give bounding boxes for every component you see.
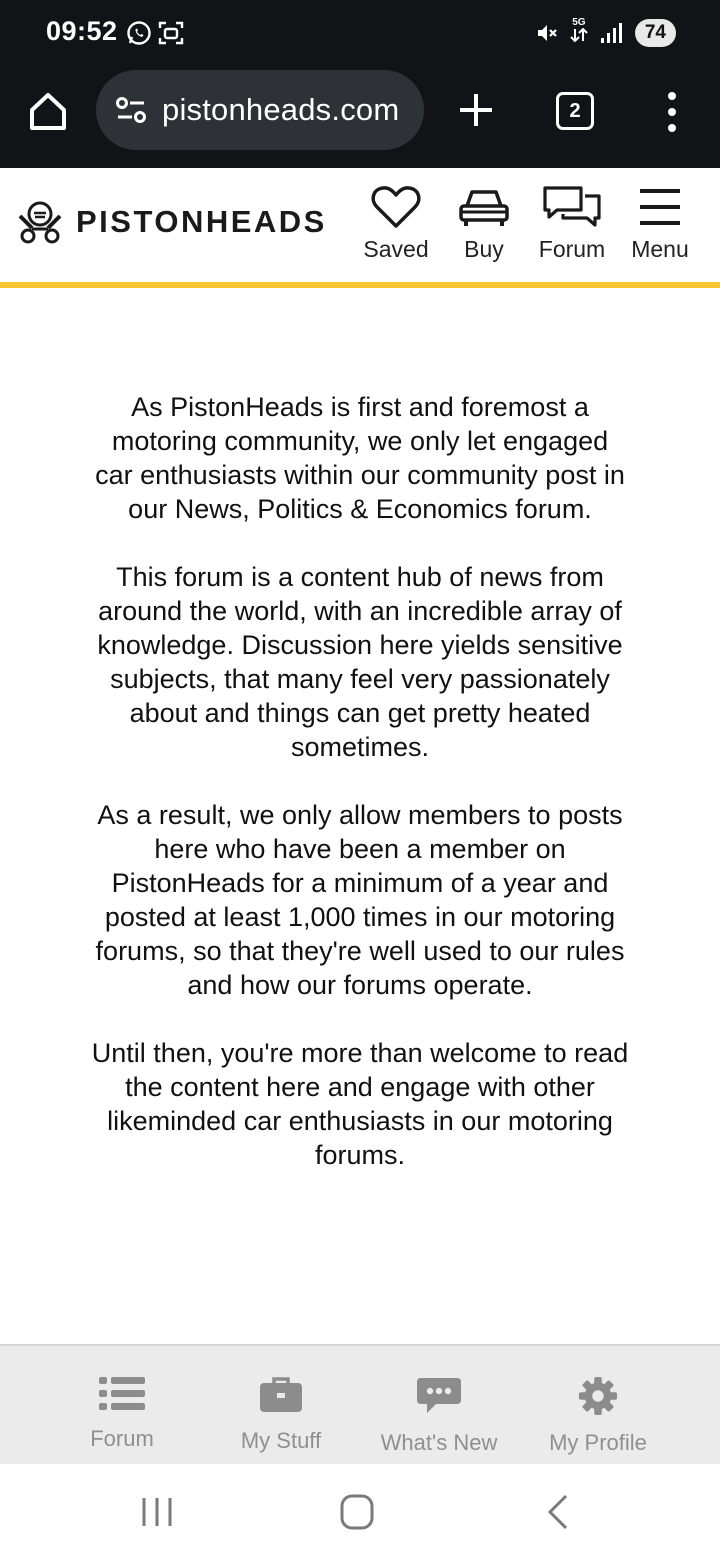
nav-menu-label: Menu xyxy=(631,236,689,262)
header-accent-rule xyxy=(0,282,720,288)
status-bar xyxy=(0,0,720,64)
notice-paragraph: As PistonHeads is first and foremost a motoring community, we only let engaged car enthusiasts within our community post in our News, Politics & Economics forum. xyxy=(95,392,625,524)
status-left-icons xyxy=(126,20,184,46)
notice-paragraph: As a result, we only allow members to posts here who have been a member on PistonHeads for a minimum of a year and posted at least 1,000 times in our motoring forums, so that they're well used to our rules and how our forums operate. xyxy=(95,800,625,1000)
url-text: pistonheads.com xyxy=(162,92,400,127)
chat-bubbles-icon xyxy=(541,184,603,230)
speech-bubble-icon xyxy=(416,1376,462,1416)
network-label: 5G xyxy=(572,17,586,28)
heart-icon xyxy=(370,184,422,230)
tab-my-stuff[interactable] xyxy=(201,1376,361,1454)
data-icon xyxy=(569,18,589,47)
tab-my-profile[interactable] xyxy=(518,1376,678,1456)
tab-forum[interactable] xyxy=(42,1376,202,1452)
new-tab-icon[interactable] xyxy=(456,90,496,130)
notice-paragraph: Until then, you're more than welcome to read the content here and engage with other likeminded car enthusiasts in our motoring forums. xyxy=(91,1038,629,1170)
car-icon xyxy=(457,184,511,230)
more-icon[interactable] xyxy=(660,90,684,134)
status-time: 09:52 xyxy=(46,16,118,46)
tab-my-stuff-label: My Stuff xyxy=(240,1428,322,1453)
status-right-icons xyxy=(535,18,676,47)
screenshot-icon xyxy=(158,20,184,46)
forum-tab-bar xyxy=(0,1344,720,1464)
nav-buy-label: Buy xyxy=(464,236,504,262)
nav-buy[interactable] xyxy=(442,184,526,263)
whatsapp-icon xyxy=(126,20,152,46)
list-icon xyxy=(99,1376,145,1412)
site-settings-icon[interactable] xyxy=(114,93,148,127)
tab-whats-new-label: What's New xyxy=(380,1430,498,1455)
signal-icon xyxy=(599,21,625,45)
home-icon[interactable] xyxy=(26,90,70,134)
home-button-icon[interactable] xyxy=(338,1494,376,1530)
nav-forum[interactable] xyxy=(530,184,614,263)
site-header xyxy=(0,168,720,282)
nav-saved-label: Saved xyxy=(363,236,429,262)
tab-switcher-button[interactable]: 2 xyxy=(556,92,594,130)
briefcase-icon xyxy=(259,1376,303,1414)
address-bar[interactable] xyxy=(96,70,424,150)
nav-saved[interactable] xyxy=(354,184,438,263)
hamburger-menu-icon xyxy=(637,184,683,230)
battery-badge: 74 xyxy=(635,19,676,47)
notice-paragraph: This forum is a content hub of news from around the world, with an incredible array of knowledge. Discussion here yields sensitive subjects, that many feel very passionately about and things can get pretty heated sometimes. xyxy=(97,562,623,762)
back-icon[interactable] xyxy=(544,1494,574,1530)
tab-my-profile-label: My Profile xyxy=(549,1430,647,1455)
nav-forum-label: Forum xyxy=(538,236,606,262)
tab-forum-label: Forum xyxy=(90,1426,154,1451)
recent-apps-icon[interactable] xyxy=(138,1494,176,1530)
tab-whats-new[interactable] xyxy=(359,1376,519,1456)
pistonheads-logo[interactable] xyxy=(14,196,327,248)
logo-text: PISTONHEADS xyxy=(76,204,327,239)
forum-restriction-notice xyxy=(90,390,630,1206)
nav-menu[interactable] xyxy=(618,184,702,263)
gear-icon xyxy=(577,1376,619,1416)
mute-icon xyxy=(535,21,559,45)
logo-mark-icon xyxy=(14,196,66,248)
browser-toolbar xyxy=(0,64,720,168)
system-navigation-bar xyxy=(0,1464,720,1560)
